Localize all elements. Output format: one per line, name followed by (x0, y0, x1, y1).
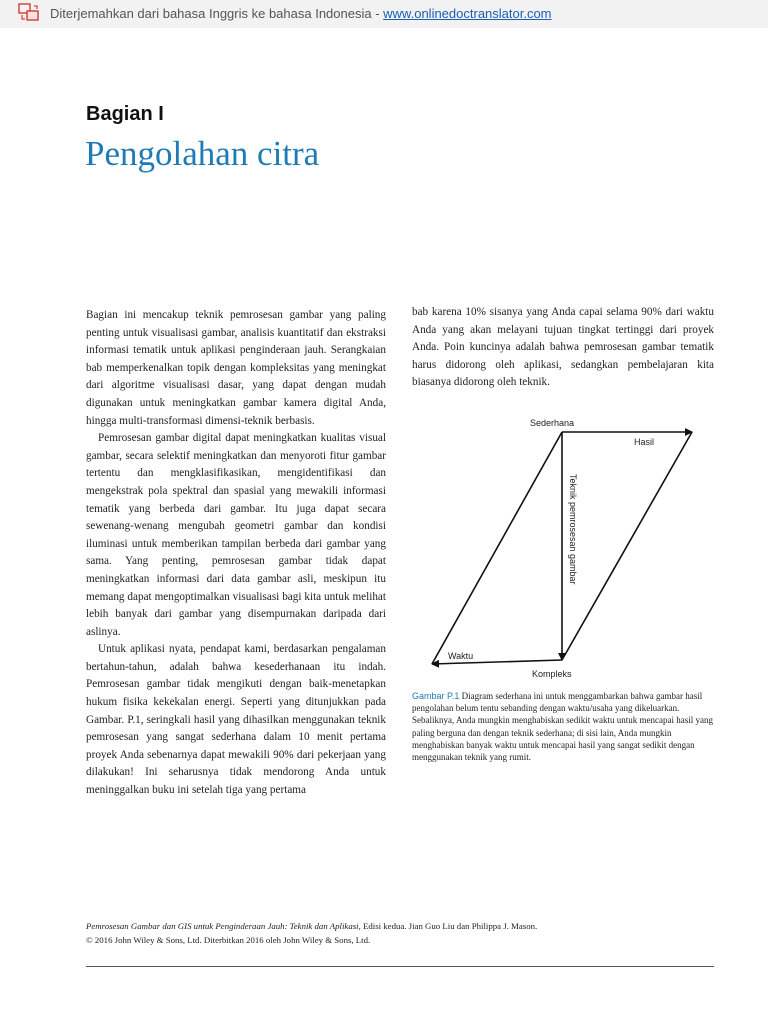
copyright-line: © 2016 John Wiley & Sons, Ltd. Diterbitkan 2016 oleh John Wiley & Sons, Ltd. (86, 935, 371, 945)
paragraph: Untuk aplikasi nyata, pendapat kami, berdasarkan pengalaman bertahun-tahun, adalah bahwa kesederhanaan itu indah. Pemrosesan gambar tidak mengikuti dengan baik-menetapkan hukum fisika kekekalan energi. Seperti yang ditunjukkan pada Gambar. P.1, seringkali hasil yang dihasilkan menggunakan teknik pemrosesan yang sangat sederhana dalam 10 menit pertama proyek Anda sebenarnya dapat mewakili 90% dari pekerjaan yang dilakukan! Ini seharusnya tidak mendorong Anda untuk meninggalkan buku ini setelah tiga yang pertama (86, 643, 386, 797)
citation-rest: , Edisi kedua. Jian Guo Liu dan Philippa J. Mason. (358, 921, 538, 931)
time-label: Waktu (448, 651, 474, 661)
bottom-label: Kompleks (532, 669, 572, 679)
book-title: Pemrosesan Gambar dan GIS untuk Penginderaan Jauh: Teknik dan Aplikasi (86, 921, 359, 931)
technique-label: Teknik pemrosesan gambar (568, 474, 578, 585)
banner-text (50, 6, 552, 21)
citation-line (86, 919, 716, 933)
footer-divider (86, 966, 714, 967)
left-column (86, 307, 386, 800)
translate-icon (18, 3, 40, 23)
paragraph: bab karena 10% sisanya yang Anda capai selama 90% dari waktu Anda yang akan melayani tujuan tingkat tertinggi dari proyek Anda. Poin kuncinya adalah bahwa pemrosesan gambar tematik harus didorong oleh aplikasi, sedangkan pembelajaran kita biasanya didorong oleh teknik. (412, 306, 714, 389)
caption-label: Gambar P.1 (412, 691, 460, 701)
translation-banner (0, 0, 768, 28)
banner-link[interactable]: www.onlinedoctranslator.com (383, 6, 552, 21)
result-label: Hasil (634, 437, 655, 447)
caption-text: Diagram sederhana ini untuk menggambarkan bahwa gambar hasil pengolahan belum tentu sebanding dengan waktu/usaha yang dikeluarkan. Sebaliknya, Anda mungkin menghabiskan sedikit waktu untuk mencapai hasil yang paling berguna dan dengan teknik sederhana; di sisi lain, Anda mungkin menghabiskan banyak waktu untuk mencapai hasil yang sangat sedikit dengan menggunakan teknik yang rumit. (412, 691, 713, 763)
diagonal-left-line (432, 432, 562, 664)
diagonal-right-line (562, 432, 692, 660)
figure-p1-diagram (412, 412, 718, 684)
figure-caption (412, 690, 714, 763)
paragraph: Pemrosesan gambar digital dapat meningkatkan kualitas visual gambar, secara selektif meningkatkan dan menyoroti fitur gambar tertentu dan mengklasifikasikan, mengidentifikasi dan mengekstrak pola spektral dan spasial yang mewakili informasi tematik yang berbeda dari gambar. Itu juga dapat secara sewenang-wenang mengubah geometri gambar dan kondisi iluminasi untuk memberikan tampilan berbeda dari gambar yang sama. Yang penting, pemrosesan gambar tidak dapat meningkatkan informasi dari data gambar asli, meskipun itu memang dapat mengoptimalkan visualisasi bagi kita untuk melihat lebih banyak dari gambar yang disempurnakan daripada dari aslinya. (86, 432, 386, 638)
footer (86, 919, 716, 947)
right-column (412, 304, 714, 392)
page-title: Pengolahan citra (85, 134, 320, 173)
top-label: Sederhana (530, 418, 575, 428)
paragraph: Bagian ini mencakup teknik pemrosesan gambar yang paling penting untuk visualisasi gambar, analisis kuantitatif dan ekstraksi informasi tematik untuk aplikasi penginderaan jauh. Serangkaian bab memperkenalkan topik dengan kompleksitas yang meningkat dari algoritme visualisasi dasar, yang dapat dengan mudah digunakan untuk meningkatkan gambar kamera digital Anda, hingga multi-transformasi dimensi-teknik berbasis. (86, 309, 386, 427)
banner-message: Diterjemahkan dari bahasa Inggris ke bahasa Indonesia - (50, 6, 384, 21)
part-label: Bagian I (86, 103, 164, 125)
